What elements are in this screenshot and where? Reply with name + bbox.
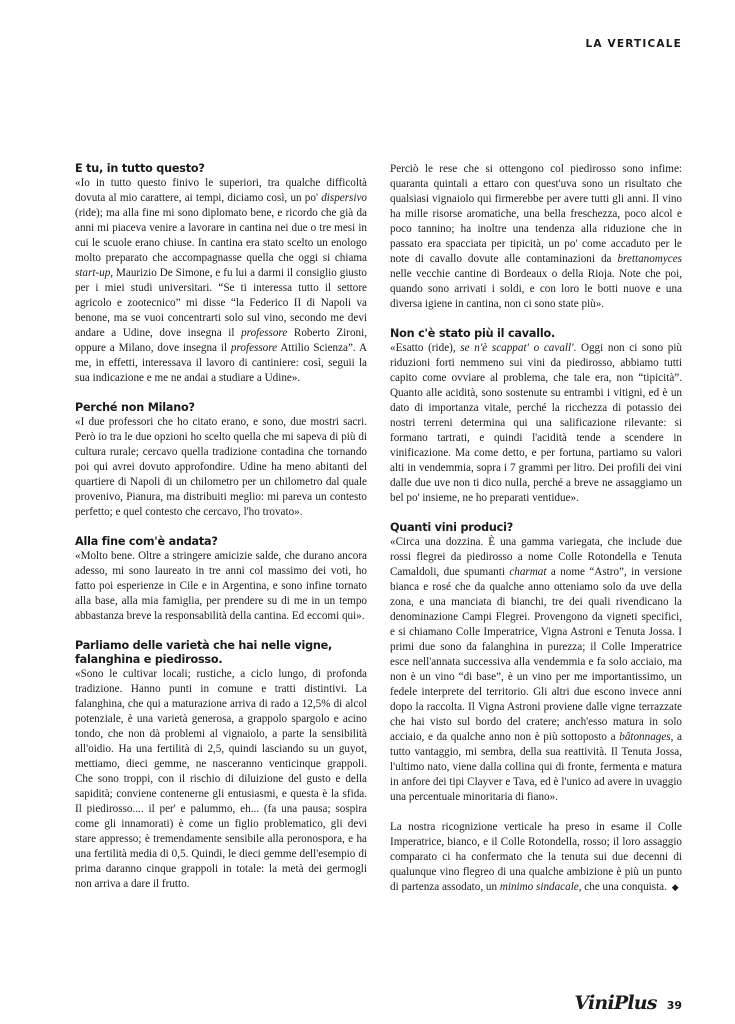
magazine-logo: ViniPlus xyxy=(574,992,657,1014)
page-footer xyxy=(574,992,682,1014)
left-column xyxy=(75,162,367,972)
qa-block xyxy=(390,521,682,805)
qa-block xyxy=(75,162,367,386)
page-number: 39 xyxy=(666,999,682,1012)
answer-paragraph: «Io in tutto questo finivo le superiori, tra qualche difficoltà dovuta al mio carattere, ai tempi, diciamo così, un po' dispersivo (ride); ma alla fine mi sono diplomato bene, e ricordo che già da anni mi piaceva venire a lavorare in cantina nei due o tre mesi in cui le scuole erano chiuse. In cantina era stato scelto un enologo molto preparato che accompagnasse quella che oggi si chiama start-up, Maurizio De Simone, e fu lui a darmi il consiglio giusto per i miei studi universitari. “Se ti interessa tutto il settore agricolo e zootecnico” mi disse “la Federico II di Napoli va benone, ma se vuoi concentrarti solo sul vino, secondo me devi andare a Udine, dove insegna il professore Roberto Zironi, oppure a Milano, dove insegna il professore Attilio Scienza”. A me, in effetti, interessava il lavoro di cantiniere: così, seguii la sua indicazione e me ne andai a studiare a Udine». xyxy=(75,177,368,384)
qa-block xyxy=(75,535,367,624)
qa-block xyxy=(75,639,367,892)
running-head: LA VERTICALE xyxy=(585,38,682,50)
answer-paragraph: Perciò le rese che si ottengono col piedirosso sono infime: quaranta quintali a ettaro con quest'uva sono un risultato che qualsiasi vignaiolo qui firmerebbe per avere tutti gli anni. Il vino ha mille risorse aromatiche, una bella freschezza, poco alcol e poco tannino; ha inoltre una tendenza alla riduzione che in passato era spacciata per tipicità, un po' come accaduto per le note di cavallo dovute alle contaminazioni da brettanomyces nelle vecchie cantine di Bordeaux o della Rioja. Note che poi, quando sono arrivati i soldi, e con loro le botti nuove e una diversa igiene in cantina, non ci sono state più». xyxy=(390,163,682,310)
answer-paragraph: «I due professori che ho citato erano, e sono, due mostri sacri. Però io tra le due opzioni ho scelto quella che mi sapeva di più di cultura rurale; cercavo quella tradizione contadina che tornando poi qui avrei dovuto approfondire. Udine ha meno abitanti del quartiere di Napoli di un chilometro per un chilometro dal quale provenivo, Pianura, ma distribuiti meglio: mi pareva un contesto perfetto; e quel contesto che cercavo, l'ho trovato». xyxy=(75,416,367,518)
continued-answer xyxy=(390,162,682,312)
question-heading: Non c'è stato più il cavallo. xyxy=(390,327,556,340)
answer-paragraph: «Sono le cultivar locali; rustiche, a ciclo lungo, di profonda tradizione. Hanno punti in comune e tratti distintivi. La falanghina, che qui a maturazione arriva di rado a 12,5% di alcol potenziale, è una varietà generosa, a grappolo spargolo e acino tondo, che non dà problemi al vignaiolo, a parte la sensibilità all'oidio. Ha una fertilità di 2,5, quindi lasciando su un guyot, mettiamo, dieci gemme, ne nasceranno venticinque grappoli. Che sono troppi, con il rischio di diluizione del gusto e della sapidità; conviene contenerne gli entusiasmi, e questa è la sfida. Il piedirosso.... il per' e palummo, eh... (fa una pausa; sospira come gli innamorati) è come un figlio problematico, gli devi stare appresso; è tremendamente sensibile alla peronospora, e ha una fertilità media di 0,5. Quindi, le dieci gemme dell'esempio di prima daranno cinque grappoli in totale: la metà dei germogli non arriva a dare il frutto. xyxy=(75,668,367,890)
question-heading: Parliamo delle varietà che hai nelle vigne, falanghina e piedirosso. xyxy=(75,639,333,666)
end-mark-icon: ◆ xyxy=(671,882,679,892)
qa-block xyxy=(75,401,367,520)
question-heading: Alla fine com'è andata? xyxy=(75,535,218,548)
question-heading: E tu, in tutto questo? xyxy=(75,162,205,175)
answer-paragraph: «Esatto (ride), se n'è scappat' o cavall'. Oggi non ci sono più riduzioni forti nemmeno sui vini da piedirosso, abbiamo tutti capito come ovviare al problema, che tale era, non “tipicità”. Quanto alle acidità, sono sostenute su entrambi i vitigni, ed è un dato di importanza vitale, perché la ricchezza di potassio dei nostri terreni determina qui una salificazione rilevante: si formano tartrati, e quindi l'acidità tende a scendere in vinificazione. Ma come detto, e per fortuna, partiamo su valori alti in vendemmia, sopra i 7 grammi per litro. Dei profili dei vini dalle due uve non ti dico nulla, perché a breve ne assaggiamo un bel po' insieme, ne ho preparati ventidue». xyxy=(390,342,682,504)
right-column xyxy=(390,162,682,972)
article-body xyxy=(75,162,682,972)
closing-text: La nostra ricognizione verticale ha preso in esame il Colle Imperatrice, bianco, e il Colle Rotondella, rosso; il loro assaggio comparato ci ha confermato che la tenuta sui due decenni di qualunque vino flegreo di una qualche ambizione è più un punto di partenza assodato, un minimo sindacale, che una conquista. xyxy=(390,821,682,893)
qa-block xyxy=(390,327,682,506)
answer-paragraph: «Circa una dozzina. È una gamma variegata, che include due rossi flegrei da piedirosso a nome Colle Rotondella e Tenuta Camaldoli, due spumanti charmat a nome “Astro”, in versione bianca e rosé che da qualche anno otteniamo solo da uve della zona, e una manciata di bianchi, tre dei quali rivendicano la denominazione Campi Flegrei. Provengono da vigneti specifici, e si chiamano Colle Imperatrice, Vigna Astroni e Tenuta Jossa. I primi due sono da falanghina in purezza; il Colle Imperatrice esce nell'annata successiva alla vendemmia e fa solo acciaio, ma non è un vino “di base”, è un vino per me importantissimo, un fedele interprete del territorio. Gli altri due escono invece anni dopo la raccolta. Il Vigna Astroni proviene dalle vigne terrazzate che hai visto sul bordo del cratere; anch'esso matura in solo acciaio, e da qualche anno non è più sottoposto a bâtonnages, a tutto vantaggio, mi sembra, della sua reattività. Il Tenuta Jossa, l'ultimo nato, viene dalla collina qui di fronte, fermenta e matura in anfore dei tipi Clayver e Tava, ed è l'unico ad avere in uvaggio una percentuale minoritaria di fiano». xyxy=(390,536,683,803)
question-heading: Quanti vini produci? xyxy=(390,521,514,534)
closing-paragraph xyxy=(390,820,682,895)
question-heading: Perché non Milano? xyxy=(75,401,195,414)
answer-paragraph: «Molto bene. Oltre a stringere amicizie salde, che durano ancora adesso, mi sono laureato in tre anni col massimo dei voti, ho fatto poi esperienze in Cile e in Argentina, e sono infine tornato alla base, alla mia famiglia, per prendere su di me in un tempo abbastanza breve la responsabilità della cantina. Ed eccomi qui». xyxy=(75,550,367,622)
